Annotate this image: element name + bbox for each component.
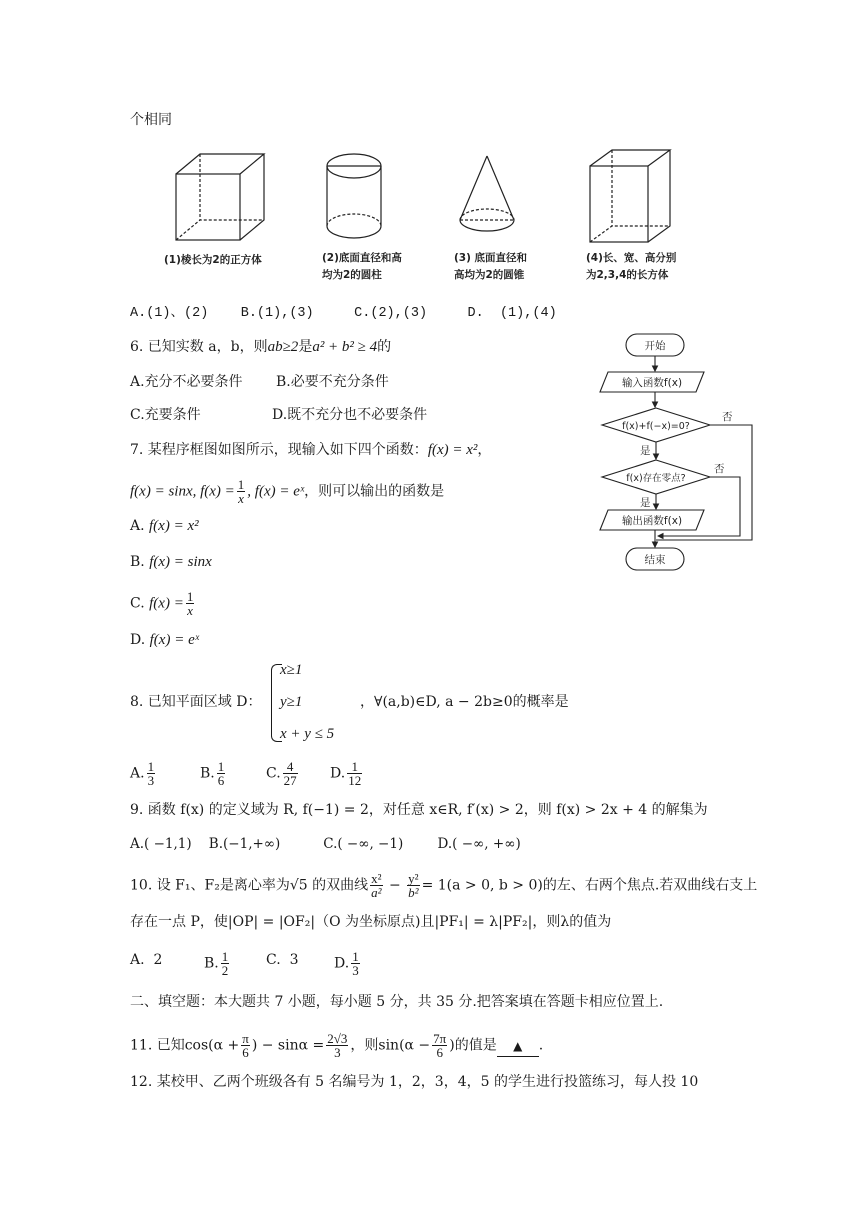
flow-no-1: 否: [722, 411, 733, 423]
flow-yes-1: 是: [640, 445, 651, 457]
q7-stem-line1: [130, 440, 491, 460]
q5-options: A.(1)、(2) B.(1),(3) C.(2),(3) D. (1),(4): [130, 306, 557, 321]
flow-start-text: 开始: [644, 340, 666, 352]
q8-stem-prefix: 8. 已知平面区域 D：: [130, 694, 262, 710]
q10-stem1-post: = 1(a > 0, b > 0)的左、右两个焦点.若双曲线右支上: [421, 877, 758, 894]
q6-opt-a: A.充分不必要条件: [130, 374, 243, 390]
flowchart: [590, 330, 770, 575]
cone-figure: [460, 156, 514, 231]
q6-cond2: a² + b² ≥ 4: [312, 339, 378, 355]
caption-3a: (3) 底面直径和: [454, 252, 528, 264]
flow-cond1-text: f(x)+f(−x)=0?: [622, 421, 690, 432]
cube-figure: [176, 154, 264, 240]
q8-cond1: x≥1: [280, 662, 303, 678]
q7-func3-frac: $\frac{1}{x}$: [237, 477, 245, 506]
q10-opt-d: D. $\frac{1}{3}$: [334, 949, 359, 978]
flow-cond2-text: f(x)存在零点?: [626, 473, 686, 484]
q6-opt-c: C.充要条件: [130, 407, 201, 423]
caption-2a: (2)底面直径和高: [322, 252, 402, 264]
cuboid-figure: [590, 150, 670, 242]
q6-stem-prefix: 6. 已知实数 a，b，则: [130, 339, 268, 355]
caption-2b: 均为2的圆柱: [322, 269, 382, 281]
flow-input-text: 输入函数f(x): [621, 377, 683, 389]
q9-stem: 9. 函数 f(x) 的定义域为 R, f(−1) = 2，对任意 x∈R, f′(x) > 2，则 f(x) > 2x + 4 的解集为: [130, 802, 708, 818]
q6-stem-suffix: 的: [377, 339, 392, 355]
q10-opt-b: B. $\frac{1}{2}$: [204, 949, 229, 978]
q10-stem-line1: 10. 设 F₁、F₂是离心率为√5 的双曲线 $\frac{\text{x²}}{\text{a²}}$ − $\frac{\text{y²}}{\text{b²}}$ = 1(a > 0, b > 0)的左、右两个焦点.若双曲线右支上: [130, 871, 758, 900]
q6-stem: [130, 337, 391, 357]
q7-opt-a: A. f(x) = x²: [130, 518, 199, 534]
q9-options: A.( −1,1) B.(−1,+∞) C.( −∞, −1) D.( −∞, +∞): [130, 836, 521, 852]
q7-stem-line2: f(x) = sinx, f(x) = $\frac{1}{x}$ , f(x) = eˣ，则可以输出的函数是: [130, 477, 445, 506]
q10-stem1-pre: 10. 设 F₁、F₂是离心率为√5 的双曲线: [130, 877, 369, 894]
q7-func4: f(x) = eˣ: [254, 483, 305, 500]
q7-func1: f(x) = x²: [427, 442, 478, 458]
q8-stem-suffix: ，∀(a,b)∈D, a − 2b≥0的概率是: [360, 694, 569, 710]
caption-4b: 为2,3,4的长方体: [586, 269, 669, 281]
answer-blank[interactable]: ▲: [497, 1036, 539, 1057]
q6-cond1: ab≥2: [267, 339, 299, 355]
q7-stem1: 7. 某程序框图如图所示，现输入如下四个函数：: [130, 442, 428, 458]
q8-opt-a: A. $\frac{1}{3}$: [130, 759, 155, 788]
q8-opt-d: D. $\frac{1}{12}$: [330, 759, 362, 788]
q11-stem: 11. 已知cos(α + $\frac{\pi}{6}$ ) − sinα = $\frac{2√3}{3}$ ，则sin(α − $\frac{7\pi}{6}$ )的值是 ▲ .: [130, 1031, 544, 1060]
q8-cond3: x + y ≤ 5: [280, 726, 335, 742]
cylinder-figure: [327, 154, 381, 238]
q7-opt-d: D. f(x) = eˣ: [130, 632, 199, 648]
q7-stem2-end: ，则可以输出的函数是: [304, 483, 445, 500]
q12-stem: 12. 某校甲、乙两个班级各有 5 名编号为 1，2，3，4，5 的学生进行投篮练习，每人投 10: [130, 1074, 699, 1090]
caption-1: (1)棱长为2的正方体: [164, 254, 262, 266]
solid-figures: [160, 148, 720, 248]
q7-opt-b: B. f(x) = sinx: [130, 554, 212, 570]
q7-func2: f(x) = sinx: [130, 483, 193, 500]
flow-end-text: 结束: [644, 554, 666, 566]
section-heading: 二、填空题：本大题共 7 小题，每小题 5 分，共 35 分.把答案填在答题卡相应位置上.: [130, 994, 664, 1010]
q8-cond2: y≥1: [280, 694, 303, 710]
q6-stem-mid: 是: [298, 339, 313, 355]
q10-stem-line2: 存在一点 P，使|OP| = |OF₂|（O 为坐标原点)且|PF₁| = λ|PF₂|，则λ的值为: [130, 914, 612, 930]
flow-yes-2: 是: [640, 497, 651, 509]
continuation-text: 个相同: [130, 112, 172, 128]
q6-opt-b: B.必要不充分条件: [276, 374, 389, 390]
q7-stem1-end: ，: [477, 442, 492, 458]
flow-no-2: 否: [714, 463, 725, 475]
q10-opt-c: C. 3: [266, 952, 299, 968]
q10-opt-a: A. 2: [130, 952, 163, 968]
q6-opt-d: D.既不充分也不必要条件: [272, 407, 428, 423]
q8-opt-b: B. $\frac{1}{6}$: [200, 759, 225, 788]
flow-output-text: 输出函数f(x): [621, 515, 683, 527]
q7-opt-c: C. f(x) = $\frac{1}{x}$: [130, 589, 194, 618]
caption-3b: 高均为2的圆锥: [454, 269, 525, 281]
q7-func3-pre: f(x) =: [200, 483, 235, 500]
caption-4a: (4)长、宽、高分别: [586, 252, 677, 264]
q8-opt-c: C. $\frac{4}{27}$: [266, 759, 297, 788]
